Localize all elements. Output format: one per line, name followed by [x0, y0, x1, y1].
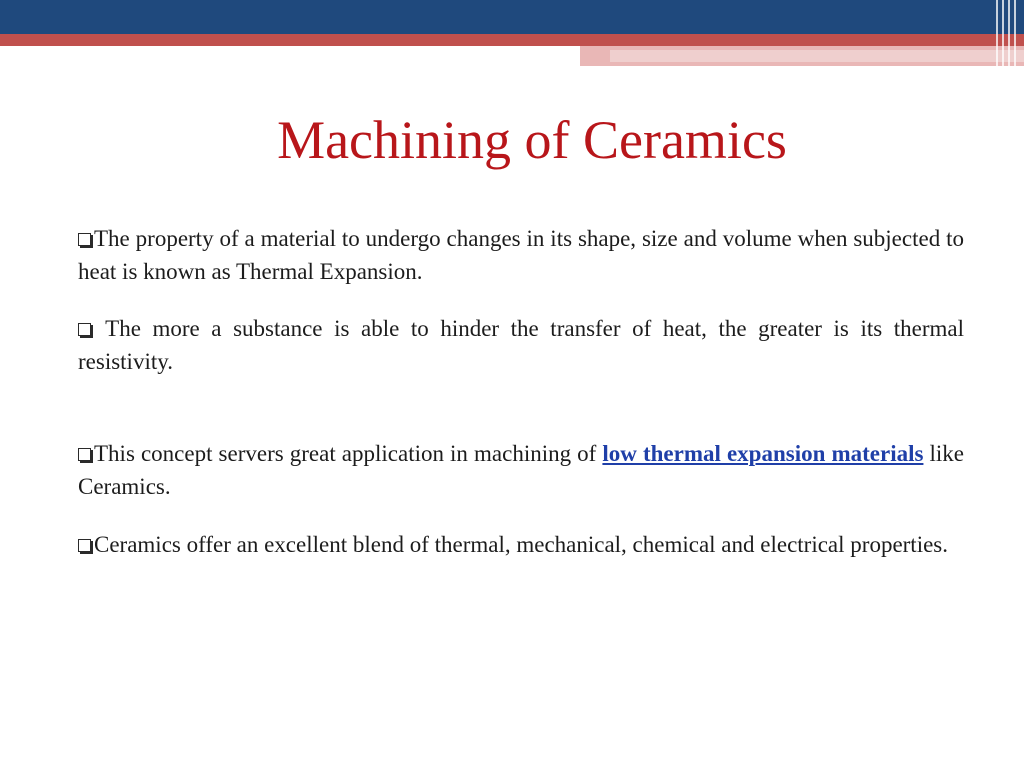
slide-body [78, 222, 964, 561]
paragraph-text: The more a substance is able to hinder the transfer of heat, the greater is its thermal resistivity. [78, 316, 964, 374]
slide-title: Machining of Ceramics [277, 110, 787, 170]
header-banner-pink-inner [610, 50, 1024, 62]
paragraph-text: Ceramics offer an excellent blend of thermal, mechanical, chemical and electrical properties. [94, 532, 948, 557]
checkbox-bullet-icon [78, 448, 91, 461]
checkbox-bullet-icon [78, 323, 91, 336]
bullet-paragraph-thermal-resistivity [78, 312, 964, 378]
paragraph-text-after: like Ceramics. [78, 441, 964, 499]
low-thermal-expansion-link[interactable]: low thermal expansion materials [602, 441, 924, 466]
bullet-paragraph-application [78, 437, 964, 503]
checkbox-bullet-icon [78, 233, 91, 246]
header-stripes [990, 0, 1024, 70]
paragraph-text: The property of a material to undergo changes in its shape, size and volume when subjected to heat is known as Thermal Expansion. [78, 226, 964, 284]
checkbox-bullet-icon [78, 539, 91, 552]
header-banner-blue [0, 0, 1024, 34]
bullet-paragraph-thermal-expansion [78, 222, 964, 288]
paragraph-text-before: This concept servers great application in machining of [94, 441, 603, 466]
header-banner-red [0, 34, 1024, 46]
bullet-paragraph-ceramics-properties [78, 528, 964, 561]
